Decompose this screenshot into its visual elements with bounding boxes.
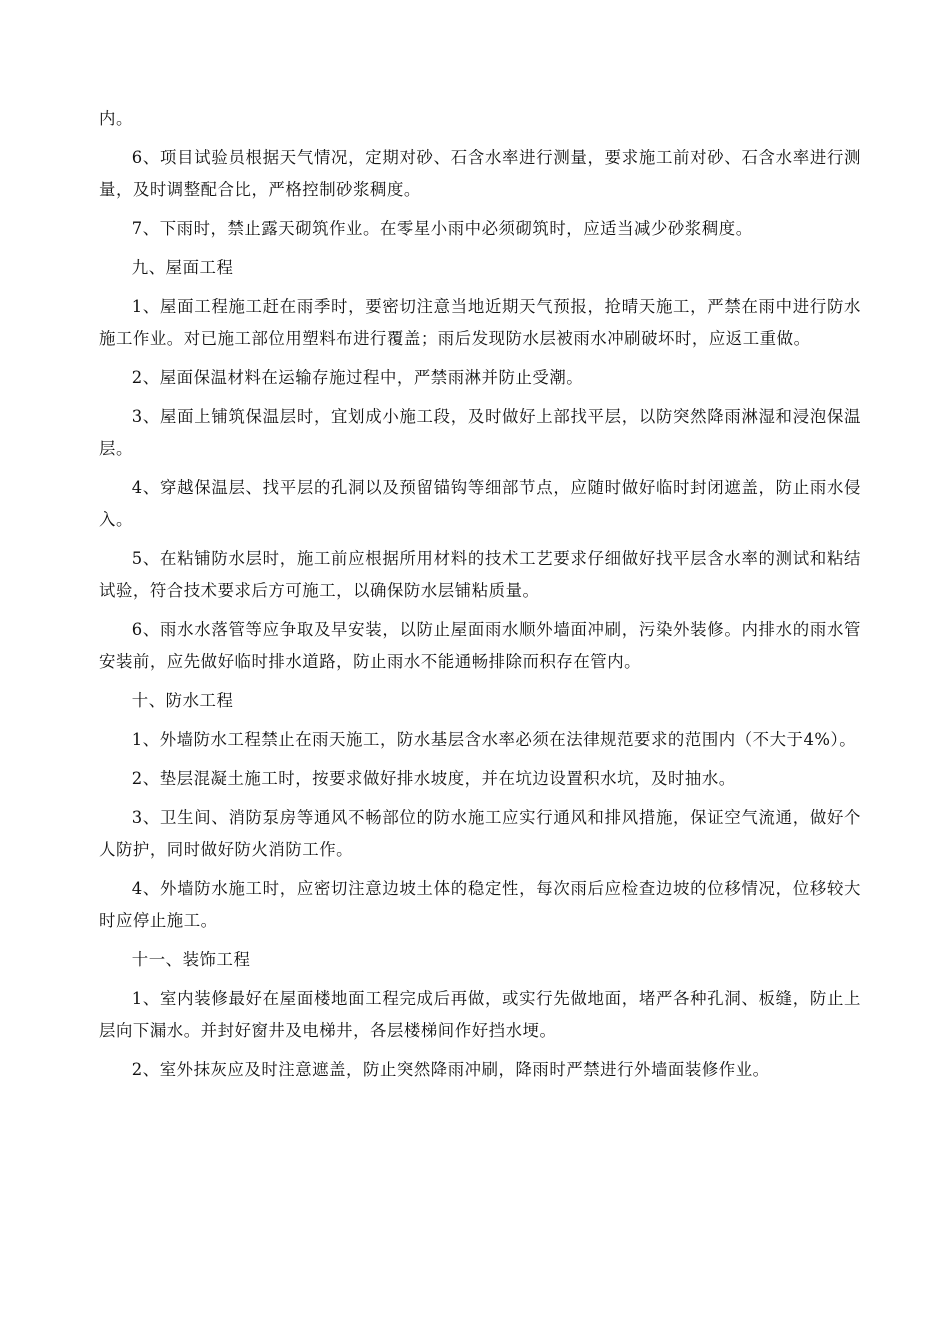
list-item: 3、卫生间、消防泵房等通风不畅部位的防水施工应实行通风和排风措施，保证空气流通，做好个人防护，同时做好防火消防工作。 bbox=[99, 808, 861, 859]
list-item: 7、下雨时，禁止露天砌筑作业。在零星小雨中必须砌筑时，应适当减少砂浆稠度。 bbox=[131, 219, 753, 238]
list-item: 3、屋面上铺筑保温层时，宜划成小施工段，及时做好上部找平层，以防突然降雨淋湿和浸泡保温层。 bbox=[99, 407, 861, 458]
list-item: 2、室外抹灰应及时注意遮盖，防止突然降雨冲刷，降雨时严禁进行外墙面装修作业。 bbox=[131, 1060, 770, 1079]
list-item: 2、屋面保温材料在运输存施过程中，严禁雨淋并防止受潮。 bbox=[131, 368, 584, 387]
document-page bbox=[99, 103, 861, 1093]
continuation-text: 内。 bbox=[99, 109, 133, 128]
list-item: 2、垫层混凝土施工时，按要求做好排水坡度，并在坑边设置积水坑，及时抽水。 bbox=[131, 769, 736, 788]
list-item: 1、室内装修最好在屋面楼地面工程完成后再做，或实行先做地面，堵严各种孔洞、板缝，防止上层向下漏水。并封好窗井及电梯井，各层楼梯间作好挡水埂。 bbox=[99, 989, 861, 1040]
list-item: 6、项目试验员根据天气情况，定期对砂、石含水率进行测量，要求施工前对砂、石含水率进行测量，及时调整配合比，严格控制砂浆稠度。 bbox=[99, 148, 861, 199]
section-heading: 十一、装饰工程 bbox=[131, 950, 251, 969]
list-item: 4、外墙防水施工时，应密切注意边坡土体的稳定性，每次雨后应检查边坡的位移情况，位移较大时应停止施工。 bbox=[99, 879, 861, 930]
list-item: 4、穿越保温层、找平层的孔洞以及预留锚钩等细部节点，应随时做好临时封闭遮盖，防止雨水侵入。 bbox=[99, 478, 861, 529]
section-heading: 十、防水工程 bbox=[131, 691, 234, 710]
list-item: 1、屋面工程施工赶在雨季时，要密切注意当地近期天气预报，抢晴天施工，严禁在雨中进行防水施工作业。对已施工部位用塑料布进行覆盖；雨后发现防水层被雨水冲刷破坏时，应返工重做。 bbox=[99, 297, 861, 348]
list-item: 1、外墙防水工程禁止在雨天施工，防水基层含水率必须在法律规范要求的范围内（不大于4%）。 bbox=[131, 730, 857, 749]
list-item: 6、雨水水落管等应争取及早安装，以防止屋面雨水顺外墙面冲刷，污染外装修。内排水的雨水管安装前，应先做好临时排水道路，防止雨水不能通畅排除而积存在管内。 bbox=[99, 620, 861, 671]
list-item: 5、在粘铺防水层时，施工前应根据所用材料的技术工艺要求仔细做好找平层含水率的测试和粘结试验，符合技术要求后方可施工，以确保防水层铺粘质量。 bbox=[99, 549, 861, 600]
section-heading: 九、屋面工程 bbox=[131, 258, 234, 277]
